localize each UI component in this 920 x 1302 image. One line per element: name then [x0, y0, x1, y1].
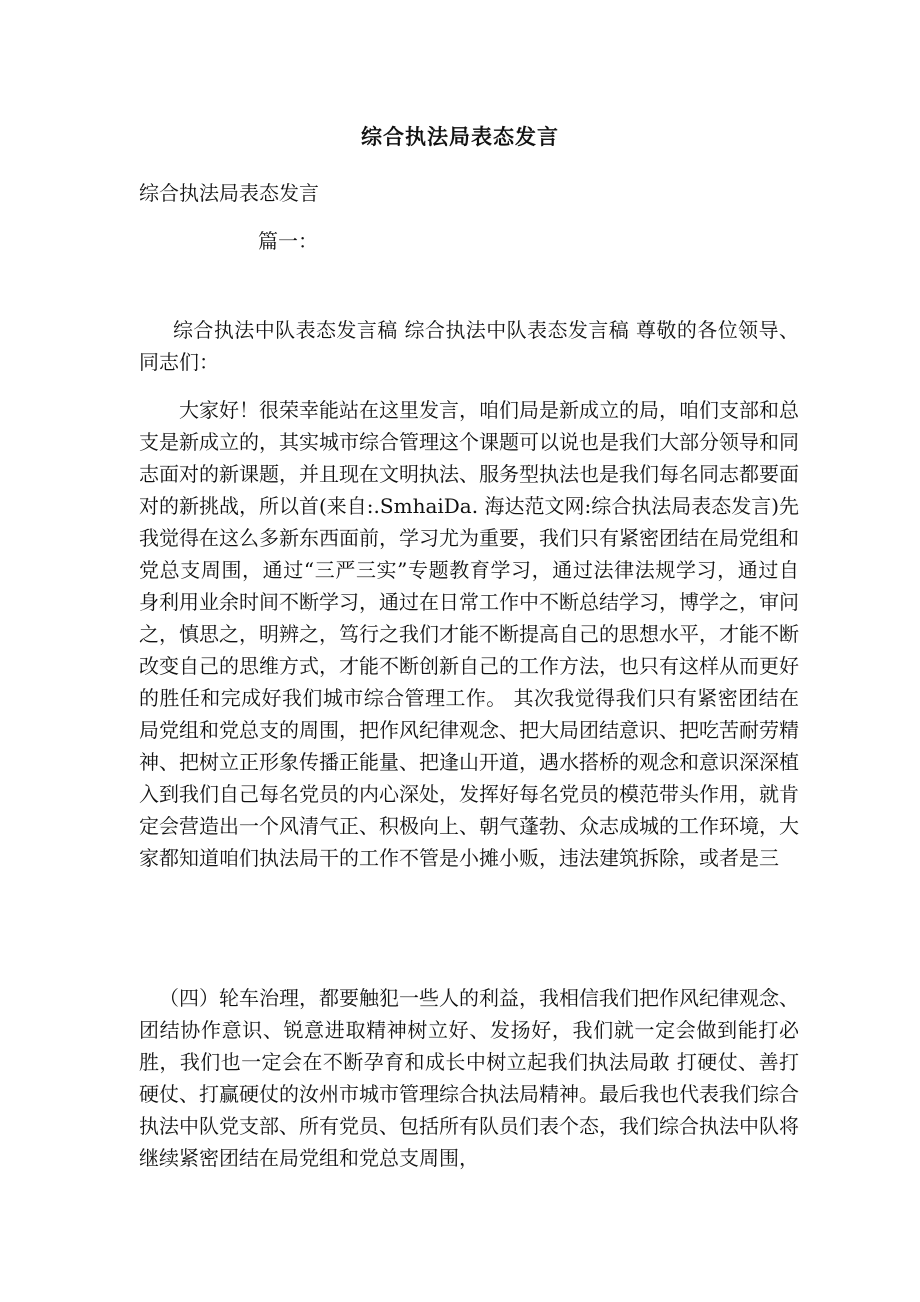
document-subtitle: 综合执法局表态发言 [139, 181, 319, 205]
paragraph-salutation: 综合执法中队表态发言稿 综合执法中队表态发言稿 尊敬的各位领导、同志们： [139, 318, 799, 374]
document-title: 综合执法局表态发言 [361, 124, 559, 149]
paragraph-continuation: （四）轮车治理，都要触犯一些人的利益，我相信我们把作风纪律观念、团结协作意识、锐意进取精神树立好、发扬好，我们就一定会做到能打必胜，我们也一定会在不断孕育和成长中树立起我们执法局敢 打硬仗、善打硬仗、打赢硬仗的汝州市城市管理综合执法局精神。最后我也代表我们综合执法中队党支部、所有党员、包括所有队员们表个态，我们综合执法中队将继续紧密团结在局党组和党总支周围， [139, 986, 799, 1170]
part-label: 篇一： [258, 229, 318, 253]
paragraph-body: 大家好！很荣幸能站在这里发言，咱们局是新成立的局，咱们支部和总支是新成立的，其实城市综合管理这个课题可以说也是我们大部分领导和同志面对的新课题，并且现在文明执法、服务型执法也是我们每名同志都要面对的新挑战，所以首(来自:.SmhaiDa. 海达范文网:综合执法局表态发言)先我觉得在这么多新东西面前，学习尤为重要，我们只有紧密团结在局党组和党总支周围，通过“三严三实”专题教育学习，通过法律法规学习，通过自身利用业余时间不断学习，通过在日常工作中不断总结学习，博学之，审问之，慎思之，明辨之，笃行之我们才能不断提高自己的思想水平，才能不断改变自己的思维方式，才能不断创新自己的工作方法，也只有这样从而更好的胜任和完成好我们城市综合管理工作。 其次我觉得我们只有紧密团结在局党组和党总支的周围，把作风纪律观念、把大局团结意识、把吃苦耐劳精神、把树立正形象传播正能量、把逢山开道，遇水搭桥的观念和意识深深植入到我们自己每名党员的内心深处，发挥好每名党员的模范带头作用，就肯定会营造出一个风清气正、积极向上、朝气蓬勃、众志成城的工作环境，大家都知道咱们执法局干的工作不管是小摊小贩，违法建筑拆除，或者是三 [139, 398, 799, 870]
